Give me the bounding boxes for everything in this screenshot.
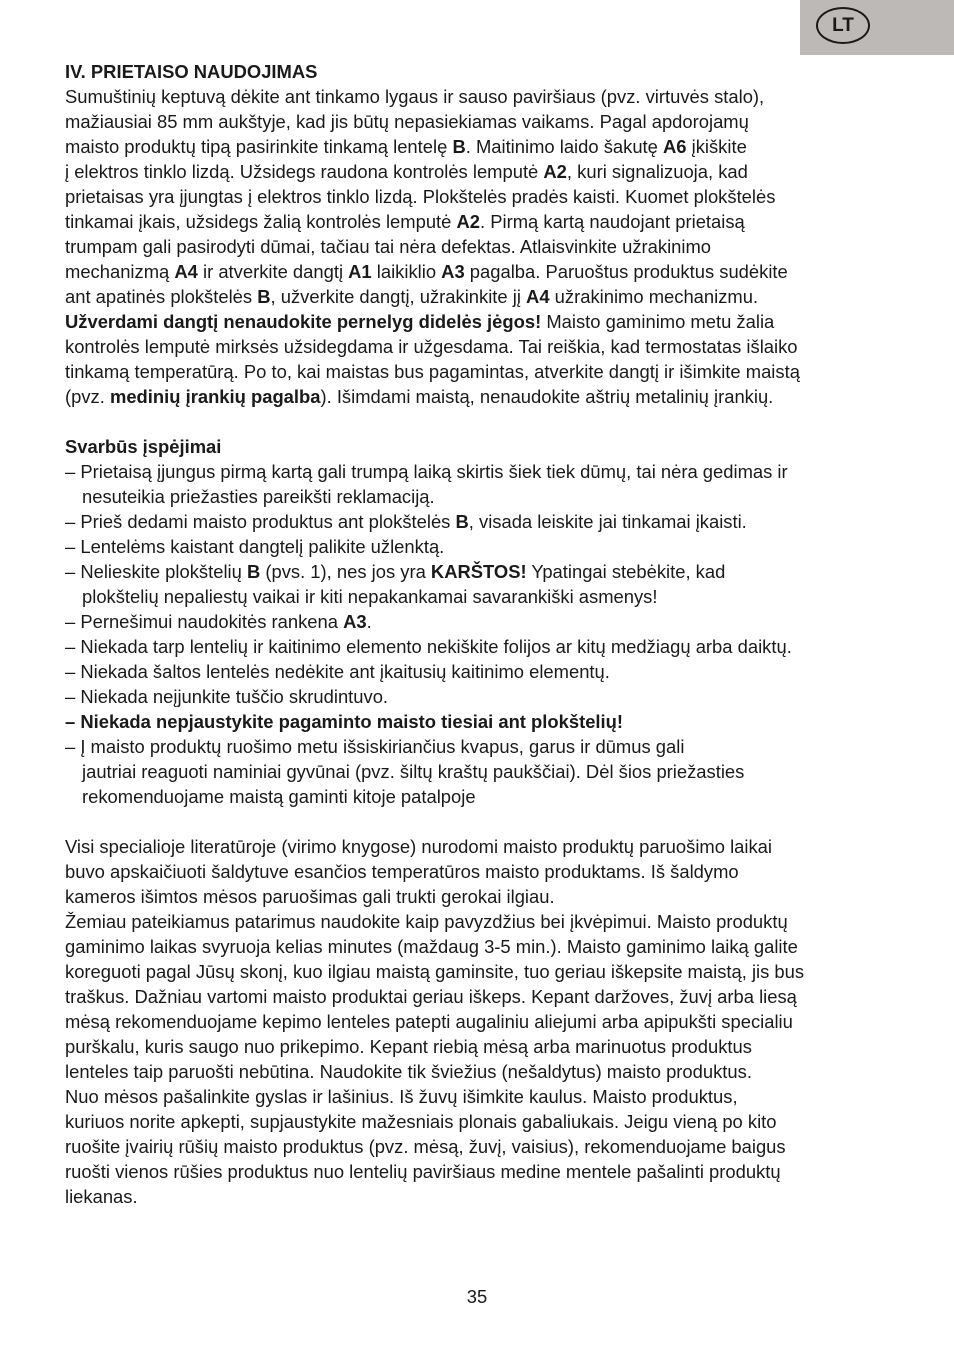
text: ir atverkite dangtį bbox=[197, 261, 349, 282]
text: buvo apskaičiuoti šaldytuve esančios temperatūros maisto produktams. Iš šaldymo bbox=[65, 861, 739, 882]
advice-paragraph bbox=[65, 834, 895, 1209]
warning-line bbox=[65, 759, 895, 784]
text: . Pirmą kartą naudojant prietaisą bbox=[480, 211, 745, 232]
bold-text: A1 bbox=[348, 261, 372, 282]
text: Nuo mėsos pašalinkite gyslas ir lašinius. Iš žuvų išimkite kaulus. Maisto produktus, bbox=[65, 1086, 738, 1107]
warning-line bbox=[65, 684, 895, 709]
text: lenteles taip paruošti nebūtina. Naudokite tik šviežius (nešaldytus) maisto produktus. bbox=[65, 1061, 752, 1082]
text: įkiškite bbox=[686, 136, 747, 157]
advice-line bbox=[65, 1084, 895, 1109]
text: Maisto gaminimo metu žalia bbox=[541, 311, 775, 332]
language-badge: LT bbox=[816, 7, 870, 44]
text: – Nelieskite plokštelių bbox=[65, 561, 247, 582]
advice-line bbox=[65, 1134, 895, 1159]
text: koreguoti pagal Jūsų skonį, kuo ilgiau maistą gaminsite, tuo geriau iškepsite maistą, jis bus bbox=[65, 961, 805, 982]
text: kuriuos norite apkepti, supjaustykite mažesniais plonais gabaliukais. Jeigu vieną po kito bbox=[65, 1111, 777, 1132]
text: trumpam gali pasirodyti dūmai, tačiau tai nėra defektas. Atlaisvinkite užrakinimo bbox=[65, 236, 712, 257]
text: gaminimo laikas svyruoja kelias minutes (maždaug 3-5 min.). Maisto gaminimo laiką galite bbox=[65, 936, 798, 957]
usage-line bbox=[65, 309, 895, 334]
warning-line bbox=[65, 534, 895, 559]
usage-line bbox=[65, 259, 895, 284]
text: , visada leiskite jai tinkamai įkaisti. bbox=[468, 511, 747, 532]
text: tinkamą temperatūrą. Po to, kai maistas bus pagamintas, atverkite dangtį ir išimkite maistą bbox=[65, 361, 800, 382]
usage-line bbox=[65, 109, 895, 134]
warning-line bbox=[65, 559, 895, 584]
advice-line bbox=[65, 1184, 895, 1209]
text: purškalu, kuris saugo nuo prikepimo. Kepant riebią mėsą arba marinuotus produktus bbox=[65, 1036, 752, 1057]
bold-text: B bbox=[452, 136, 466, 157]
text: jautriai reaguoti naminiai gyvūnai (pvz. šiltų kraštų paukščiai). Dėl šios priežasties bbox=[82, 761, 745, 782]
text: Žemiau pateikiamus patarimus naudokite kaip pavyzdžius bei įkvėpimui. Maisto produktų bbox=[65, 911, 788, 932]
bold-text: A2 bbox=[456, 211, 481, 232]
bold-text: B bbox=[257, 286, 271, 307]
text: – Prieš dedami maisto produktus ant plokštelės bbox=[65, 511, 456, 532]
text: liekanas. bbox=[65, 1186, 138, 1207]
usage-line bbox=[65, 134, 895, 159]
bold-text: KARŠTOS! bbox=[430, 561, 527, 582]
warning-line bbox=[65, 609, 895, 634]
warning-line bbox=[65, 484, 895, 509]
text: (pvs. 1), nes jos yra bbox=[260, 561, 431, 582]
usage-line bbox=[65, 234, 895, 259]
warning-line bbox=[65, 509, 895, 534]
bold-text: medinių įrankių pagalba bbox=[109, 386, 321, 407]
warnings-list bbox=[65, 459, 895, 809]
warning-line bbox=[65, 459, 895, 484]
document-body bbox=[65, 59, 895, 1209]
bold-text: – Niekada nepjaustykite pagaminto maisto tiesiai ant plokštelių! bbox=[65, 711, 624, 732]
warning-line bbox=[65, 784, 895, 809]
bold-text: A2 bbox=[543, 161, 567, 182]
page-number: 35 bbox=[466, 1286, 488, 1307]
text: mažiausiai 85 mm aukštyje, kad jis būtų nepasiekiamas vaikams. Pagal apdorojamų bbox=[65, 111, 749, 132]
text: – Niekada šaltos lentelės nedėkite ant įkaitusių kaitinimo elementų. bbox=[65, 661, 610, 682]
warning-line bbox=[65, 584, 895, 609]
text: mechanizmą bbox=[65, 261, 175, 282]
text: – Į maisto produktų ruošimo metu išsiskiriančius kvapus, garus ir dūmus gali bbox=[65, 736, 685, 757]
advice-line bbox=[65, 984, 895, 1009]
text: nesuteikia priežasties pareikšti reklamaciją. bbox=[82, 486, 435, 507]
text: – Pernešimui naudokitės rankena bbox=[65, 611, 344, 632]
text: – Lentelėms kaistant dangtelį palikite užlenktą. bbox=[65, 536, 445, 557]
text: ). Išimdami maistą, nenaudokite aštrių metalinių įrankių. bbox=[320, 386, 774, 407]
text: užrakinimo mechanizmu. bbox=[549, 286, 759, 307]
text: laikiklio bbox=[371, 261, 442, 282]
paragraph-gap bbox=[65, 809, 895, 834]
text: maisto produktų tipą pasirinkite tinkamą lentelę bbox=[65, 136, 453, 157]
advice-line bbox=[65, 1059, 895, 1084]
bold-text: A4 bbox=[174, 261, 198, 282]
advice-line bbox=[65, 1009, 895, 1034]
warnings-title: Svarbūs įspėjimai bbox=[65, 436, 222, 457]
text: ruošti vienos rūšies produktus nuo lentelių paviršiaus medine mentele pašalinti produktų bbox=[65, 1161, 781, 1182]
advice-line bbox=[65, 859, 895, 884]
usage-line bbox=[65, 284, 895, 309]
bold-text: A3 bbox=[343, 611, 367, 632]
text: rekomenduojame maistą gaminti kitoje patalpoje bbox=[82, 786, 476, 807]
text: kameros išimtos mėsos paruošimas gali trukti gerokai ilgiau. bbox=[65, 886, 555, 907]
bold-text: A4 bbox=[526, 286, 550, 307]
text: Sumuštinių keptuvą dėkite ant tinkamo lygaus ir sauso paviršiaus (pvz. virtuvės stalo), bbox=[65, 86, 765, 107]
advice-line bbox=[65, 1109, 895, 1134]
text: mėsą rekomenduojame kepimo lenteles patepti augaliniu aliejumi arba apipukšti specialiu bbox=[65, 1011, 793, 1032]
advice-line bbox=[65, 934, 895, 959]
text: ruošite įvairių rūšių maisto produktus (pvz. mėsą, žuvį, vaisius), rekomenduojame baigus bbox=[65, 1136, 786, 1157]
advice-line bbox=[65, 959, 895, 984]
text: – Niekada neįjunkite tuščio skrudintuvo. bbox=[65, 686, 389, 707]
usage-line bbox=[65, 159, 895, 184]
usage-line bbox=[65, 209, 895, 234]
bold-text: B bbox=[455, 511, 469, 532]
text: į elektros tinklo lizdą. Užsidegs raudona kontrolės lemputė bbox=[65, 161, 544, 182]
warning-line bbox=[65, 709, 895, 734]
section-title: IV. PRIETAISO NAUDOJIMAS bbox=[65, 61, 318, 82]
advice-line bbox=[65, 1159, 895, 1184]
text: prietaisas yra įjungtas į elektros tinklo lizdą. Plokštelės pradės kaisti. Kuomet plokštelės bbox=[65, 186, 776, 207]
paragraph-gap bbox=[65, 409, 895, 434]
text: , kuri signalizuoja, kad bbox=[566, 161, 748, 182]
text: Visi specialioje literatūroje (virimo knygose) nurodomi maisto produktų paruošimo laikai bbox=[65, 836, 772, 857]
text: , užverkite dangtį, užrakinkite jį bbox=[270, 286, 527, 307]
warning-line bbox=[65, 659, 895, 684]
advice-line bbox=[65, 834, 895, 859]
usage-line bbox=[65, 184, 895, 209]
text: tinkamai įkais, užsidegs žalią kontrolės lemputė bbox=[65, 211, 457, 232]
bold-text: Užverdami dangtį nenaudokite pernelyg didelės jėgos! bbox=[65, 311, 542, 332]
text: plokštelių nepaliestų vaikai ir kiti nepakankamai savarankiški asmenys! bbox=[82, 586, 658, 607]
warning-line bbox=[65, 734, 895, 759]
text: – Niekada tarp lentelių ir kaitinimo elemento nekiškite folijos ar kitų medžiagų arba daiktų. bbox=[65, 636, 792, 657]
usage-line bbox=[65, 384, 895, 409]
usage-line bbox=[65, 359, 895, 384]
usage-line bbox=[65, 84, 895, 109]
text: Ypatingai stebėkite, kad bbox=[526, 561, 726, 582]
warning-line bbox=[65, 634, 895, 659]
text: . Maitinimo laido šakutę bbox=[465, 136, 663, 157]
text: ant apatinės plokštelės bbox=[65, 286, 258, 307]
text: kontrolės lemputė mirksės užsidegdama ir užgesdama. Tai reiškia, kad termostatas išlaiko bbox=[65, 336, 798, 357]
text: – Prietaisą įjungus pirmą kartą gali trumpą laiką skirtis šiek tiek dūmų, tai nėra gedimas ir bbox=[65, 461, 788, 482]
bold-text: B bbox=[246, 561, 261, 582]
bold-text: A6 bbox=[663, 136, 687, 157]
text: (pvz. bbox=[65, 386, 110, 407]
advice-line bbox=[65, 909, 895, 934]
advice-line bbox=[65, 884, 895, 909]
text: traškus. Dažniau vartomi maisto produktai geriau iškeps. Kepant daržoves, žuvį arba liesą bbox=[65, 986, 797, 1007]
bold-text: A3 bbox=[441, 261, 465, 282]
language-tab bbox=[800, 0, 954, 55]
text: pagalba. Paruoštus produktus sudėkite bbox=[464, 261, 788, 282]
text: . bbox=[366, 611, 372, 632]
usage-paragraph bbox=[65, 84, 895, 409]
advice-line bbox=[65, 1034, 895, 1059]
usage-line bbox=[65, 334, 895, 359]
